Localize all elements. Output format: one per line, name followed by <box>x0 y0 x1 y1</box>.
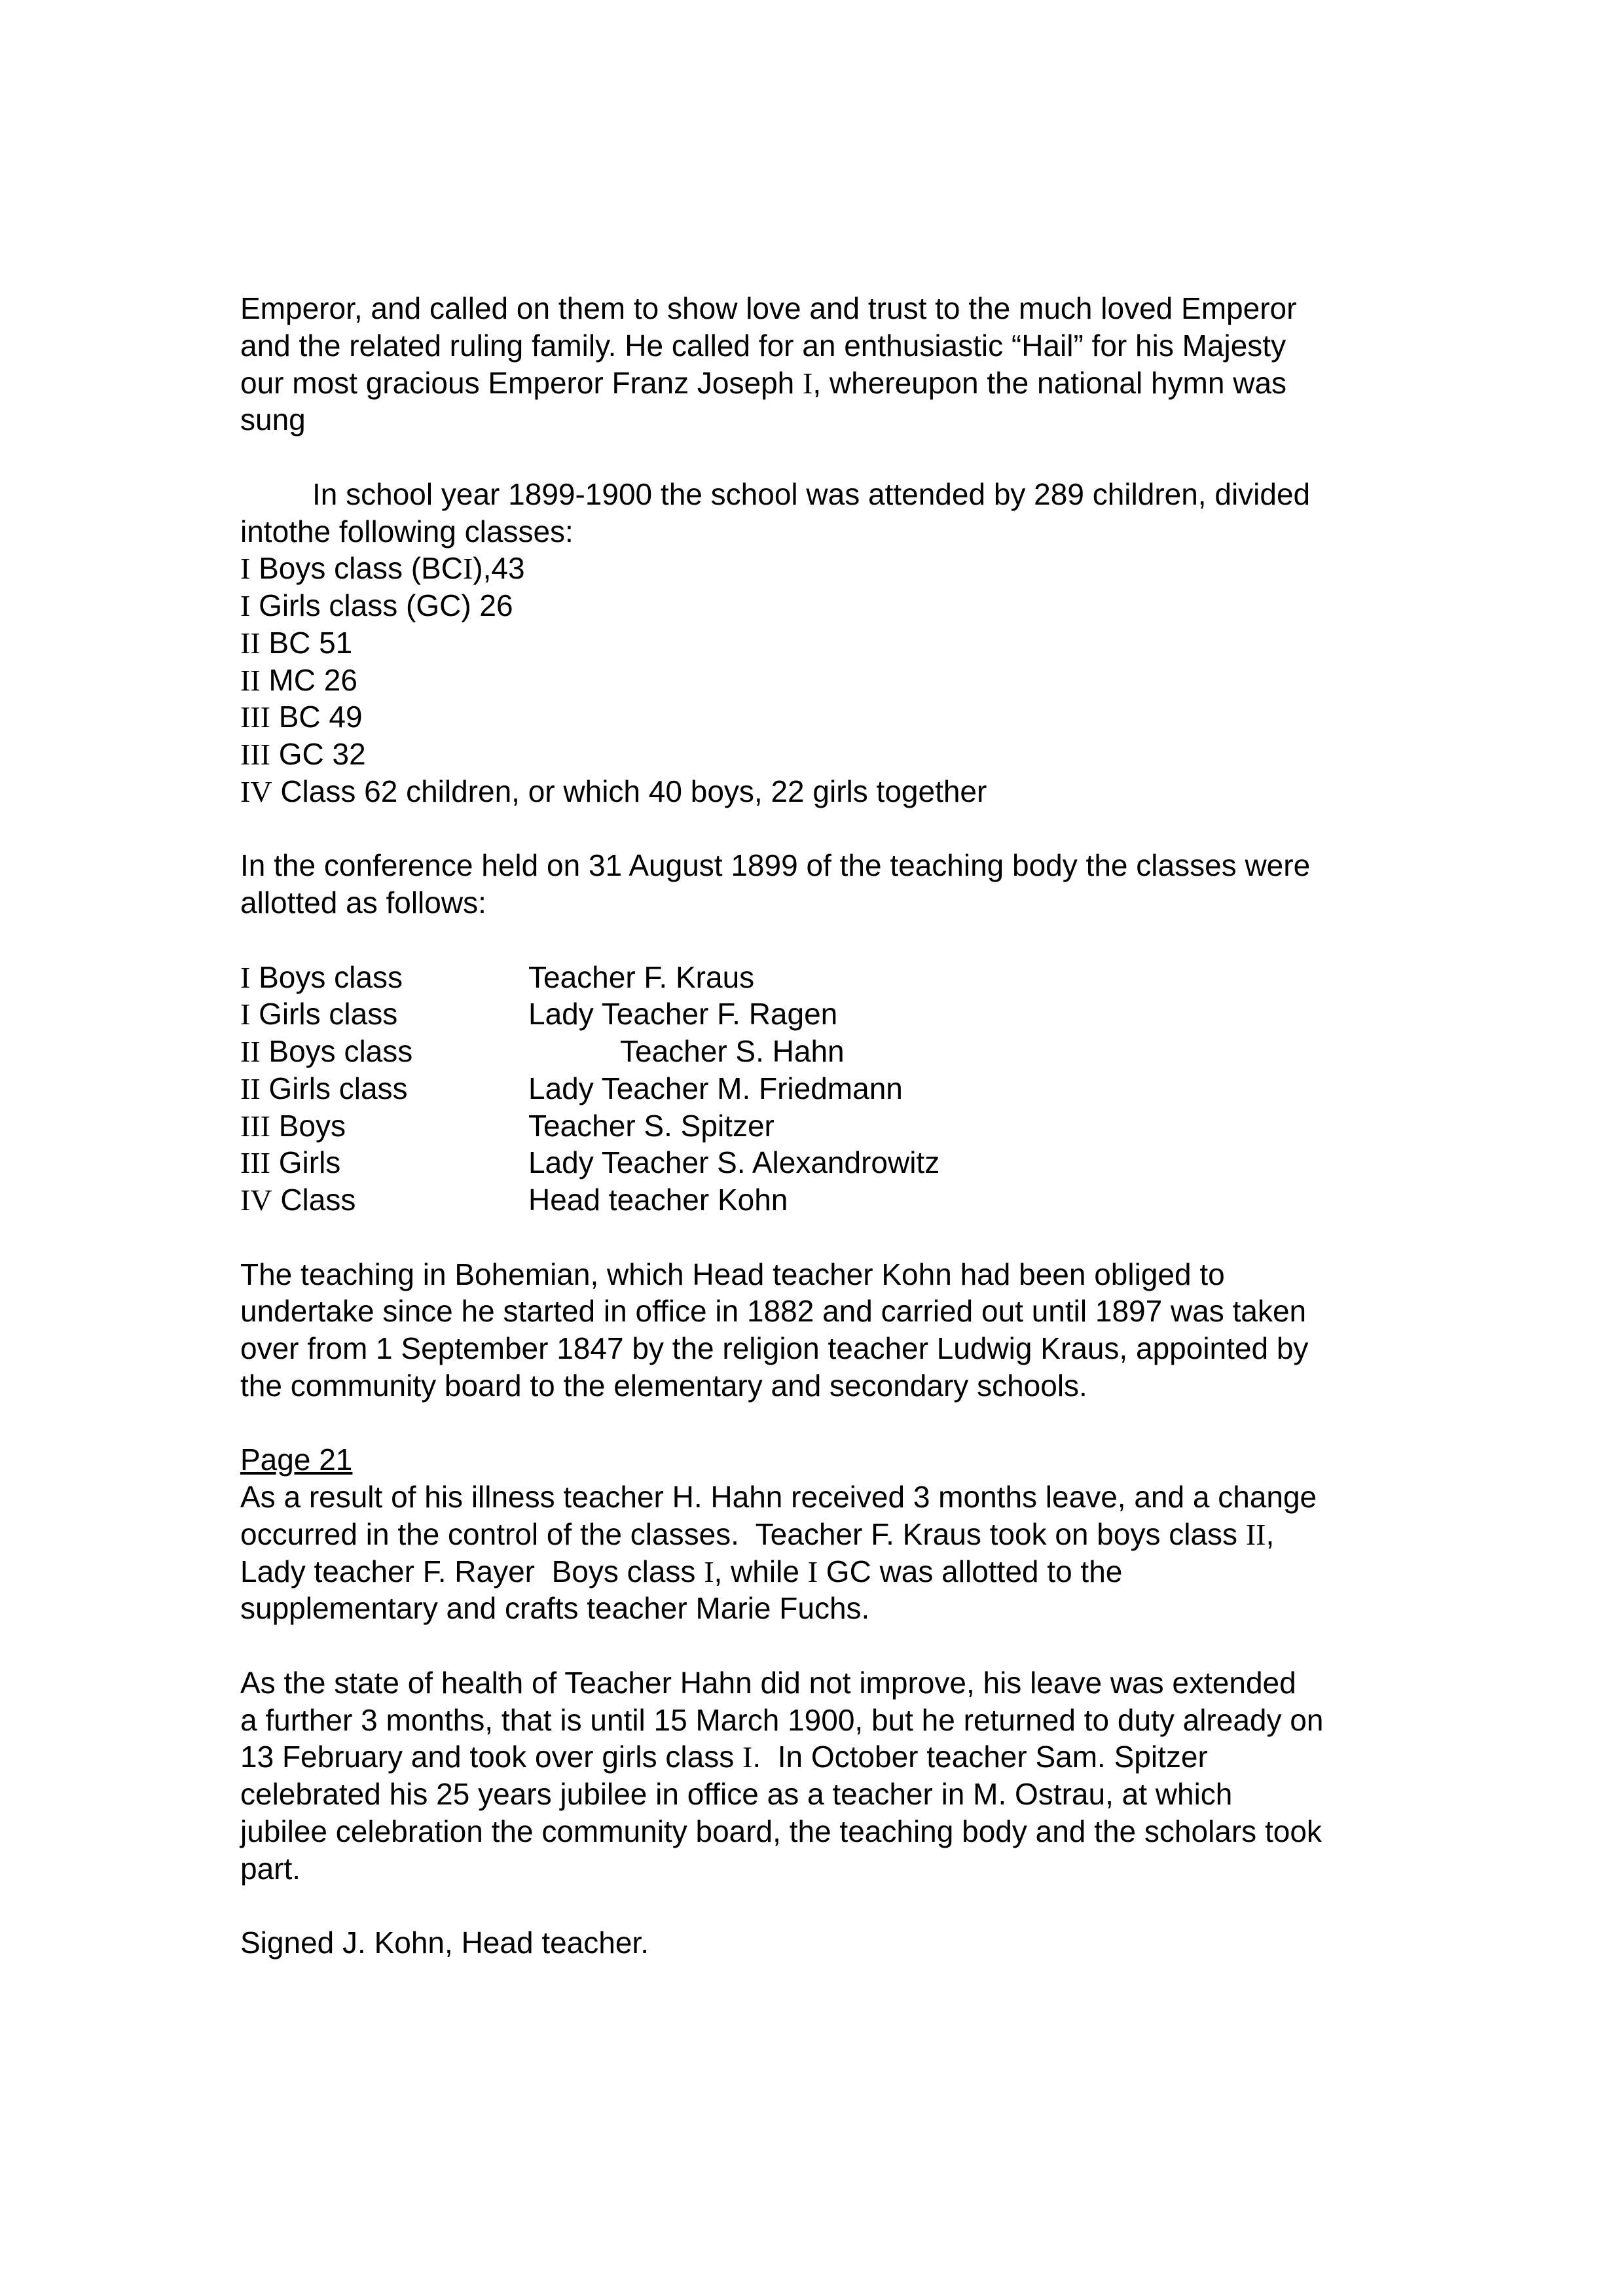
text-line <box>240 1144 1623 1181</box>
text-line <box>240 1553 1623 1590</box>
text-line <box>240 290 1623 327</box>
text-run: Lady Teacher S. Alexandrowitz <box>528 1145 940 1180</box>
text-run: occurred in the control of the classes. Teacher F. Kraus took on boys class <box>240 1516 1246 1551</box>
text-run: In the conference held on 31 August 1899 of the teaching body the classes were <box>240 848 1311 883</box>
text-run: Teacher F. Kraus <box>528 960 755 994</box>
text-run: our most gracious Emperor Franz Joseph <box>240 365 803 400</box>
text-run: celebrated his 25 years jubilee in office as a teacher in M. Ostrau, at which <box>240 1777 1233 1811</box>
text-line <box>240 624 1623 662</box>
text-run: jubilee celebration the community board, the teaching body and the scholars took <box>240 1814 1322 1848</box>
text-run: the community board to the elementary and secondary schools. <box>240 1368 1087 1403</box>
text-run: Teacher S. Hahn <box>620 1034 845 1068</box>
text-run: and the related ruling family. He called for an enthusiastic “Hail” for his Majesty <box>240 328 1286 363</box>
text-line <box>240 1813 1623 1850</box>
text-run: allotted as follows: <box>240 886 486 920</box>
text-line <box>240 1590 1623 1627</box>
text-run: supplementary and crafts teacher Marie Fuchs. <box>240 1591 870 1626</box>
text-run: I <box>240 997 251 1031</box>
text-run: ),43 <box>473 551 525 586</box>
text-line <box>240 1479 1623 1516</box>
text-run: II <box>240 626 261 660</box>
text-run: The teaching in Bohemian, which Head teacher Kohn had been obliged to <box>240 1257 1225 1291</box>
text-run: BC 51 <box>260 625 353 660</box>
text-run: III <box>240 1109 270 1143</box>
text-run: I <box>240 589 251 622</box>
text-run: Class 62 children, or which 40 boys, 22 girls together <box>272 774 987 808</box>
text-run: Emperor, and called on them to show love and trust to the much loved Emperor <box>240 291 1297 325</box>
text-run: Lady Teacher M. Friedmann <box>528 1071 903 1105</box>
blank-line <box>240 1219 1623 1256</box>
text-run: Boys class <box>260 1034 413 1068</box>
text-run: Head teacher Kohn <box>528 1183 788 1217</box>
text-run: III <box>240 700 270 734</box>
text-run: I <box>240 960 251 994</box>
text-run: Girls <box>270 1145 341 1180</box>
text-run: Class <box>272 1183 356 1217</box>
text-line <box>240 959 1623 996</box>
text-run: undertake since he started in office in 1882 and carried out until 1897 was taken <box>240 1294 1307 1329</box>
text-run: over from 1 September 1847 by the religion teacher Ludwig Kraus, appointed by <box>240 1331 1309 1365</box>
text-run: sung <box>240 403 306 437</box>
text-run: Girls class (GC) 26 <box>250 588 513 622</box>
text-run: , whereupon the national hymn was <box>812 365 1287 400</box>
text-run: I <box>742 1740 753 1774</box>
text-line <box>240 1664 1623 1702</box>
text-line <box>240 996 1623 1033</box>
text-run: As a result of his illness teacher H. Hahn received 3 months leave, and a change <box>240 1480 1317 1514</box>
text-run: Boys <box>270 1108 346 1143</box>
text-run: , while <box>714 1554 808 1588</box>
text-line <box>240 847 1623 884</box>
underlined-text: Page 21 <box>240 1443 353 1477</box>
text-line <box>240 587 1623 624</box>
text-line <box>240 1924 1623 1962</box>
text-run: IV <box>240 774 272 808</box>
text-line <box>240 1256 1623 1293</box>
text-run: MC 26 <box>260 662 357 697</box>
text-run: 13 February and took over girls class <box>240 1740 743 1774</box>
text-line <box>240 1850 1623 1888</box>
text-run: . In October teacher Sam. Spitzer <box>752 1740 1208 1774</box>
text-line <box>240 401 1623 439</box>
text-line <box>240 1367 1623 1405</box>
text-run: II <box>240 1035 261 1068</box>
text-line <box>240 736 1623 773</box>
text-run: BC 49 <box>270 700 363 734</box>
text-line <box>240 365 1623 402</box>
text-run: I <box>803 366 813 400</box>
text-line <box>240 884 1623 922</box>
blank-line <box>240 1405 1623 1442</box>
text-line <box>240 1702 1623 1739</box>
text-line <box>240 1070 1623 1107</box>
text-run: Lady Teacher F. Ragen <box>528 997 838 1031</box>
text-run: Girls class <box>250 997 398 1031</box>
text-line <box>240 1516 1623 1553</box>
text-run: I <box>807 1554 818 1588</box>
text-run: I <box>704 1554 714 1588</box>
text-run: GC 32 <box>270 737 366 771</box>
text-run: Teacher S. Spitzer <box>528 1108 775 1143</box>
text-run: IV <box>240 1183 272 1217</box>
text-line <box>240 327 1623 365</box>
text-run: Boys class <box>250 960 403 994</box>
text-line <box>240 550 1623 587</box>
text-line <box>240 662 1623 699</box>
text-line <box>240 1033 1623 1070</box>
text-run: III <box>240 738 270 771</box>
text-line <box>240 1181 1623 1219</box>
text-run: Signed J. Kohn, Head teacher. <box>240 1926 649 1960</box>
text-run: GC was allotted to the <box>818 1554 1123 1588</box>
text-run: Lady teacher F. Rayer Boys class <box>240 1554 704 1588</box>
text-line <box>240 1293 1623 1330</box>
text-run: As the state of health of Teacher Hahn did not improve, his leave was extended <box>240 1665 1296 1700</box>
text-run: In school year 1899-1900 the school was attended by 289 children, divided <box>312 476 1311 511</box>
text-run: , <box>1266 1516 1275 1551</box>
blank-line <box>240 810 1623 848</box>
text-run: I <box>462 552 473 586</box>
text-run: intothe following classes: <box>240 514 574 548</box>
text-line <box>240 698 1623 736</box>
text-line <box>240 773 1623 810</box>
text-run: I <box>240 552 251 586</box>
text-line <box>240 1107 1623 1145</box>
text-run: a further 3 months, that is until 15 March 1900, but he returned to duty already on <box>240 1702 1324 1737</box>
text-line <box>240 1738 1623 1776</box>
text-line <box>240 1330 1623 1367</box>
text-run: Boys class (BC <box>250 551 463 586</box>
text-run: II <box>1245 1517 1266 1551</box>
text-line <box>240 513 1623 550</box>
blank-line <box>240 922 1623 959</box>
text-line <box>240 1441 1623 1479</box>
text-run: II <box>240 663 261 697</box>
text-run: part. <box>240 1851 301 1886</box>
blank-line <box>240 439 1623 476</box>
document-body <box>240 290 1623 1962</box>
text-line <box>240 1776 1623 1813</box>
text-line <box>240 476 1623 513</box>
text-run: II <box>240 1071 261 1105</box>
blank-line <box>240 1627 1623 1664</box>
text-run: Girls class <box>260 1071 408 1105</box>
blank-line <box>240 1887 1623 1924</box>
text-run: III <box>240 1146 270 1180</box>
